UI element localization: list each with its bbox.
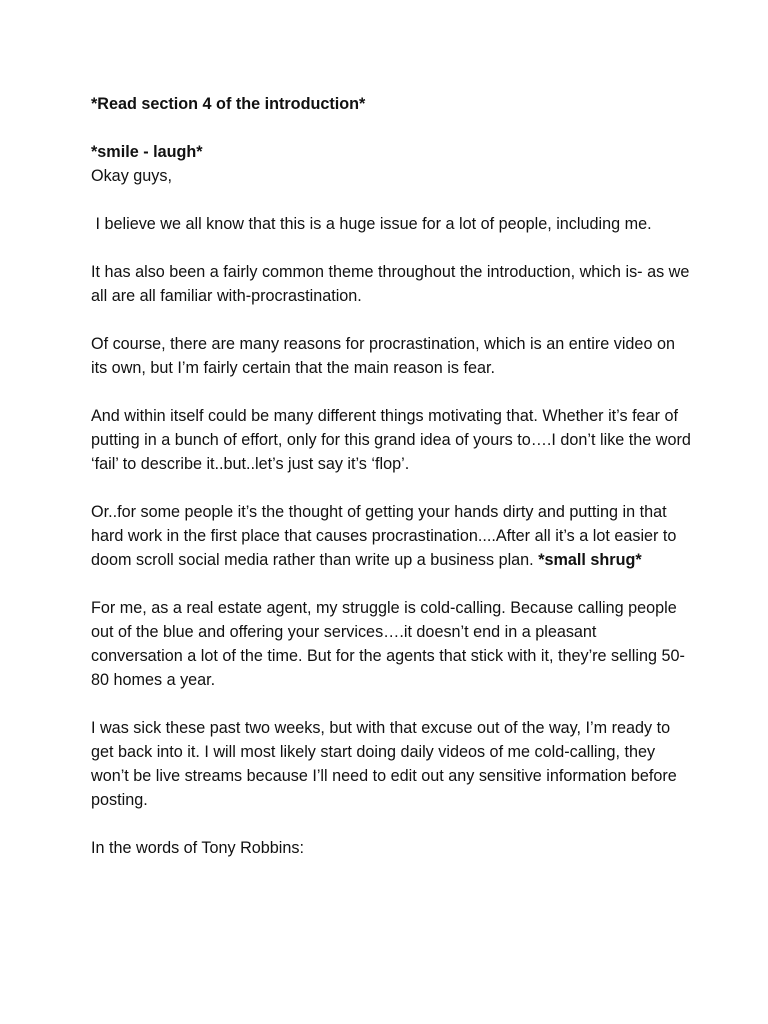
document-page xyxy=(91,92,691,884)
paragraph-4: And within itself could be many different things motivating that. Whether it’s fear of putting in a bunch of effort, only for this grand idea of yours to….I don’t like the word ‘fail’ to describe it..but..let’s just say it’s ‘flop’. xyxy=(91,407,691,473)
paragraph-6: For me, as a real estate agent, my struggle is cold-calling. Because calling people out of the blue and offering your services….it doesn’t end in a pleasant conversation a lot of the time. But for the agents that stick with it, they’re selling 50-80 homes a year. xyxy=(91,599,685,689)
greeting-line: Okay guys, xyxy=(91,167,172,185)
section-heading: *Read section 4 of the introduction* xyxy=(91,95,366,113)
paragraph-1: I believe we all know that this is a huge issue for a lot of people, including me. xyxy=(91,215,652,233)
paragraph-3: Of course, there are many reasons for procrastination, which is an entire video on its own, but I’m fairly certain that the main reason is fear. xyxy=(91,335,675,377)
stage-direction-smile: *smile - laugh* xyxy=(91,143,203,161)
stage-direction-shrug: *small shrug* xyxy=(538,551,642,569)
paragraph-8: In the words of Tony Robbins: xyxy=(91,839,304,857)
paragraph-5-text: Or..for some people it’s the thought of getting your hands dirty and putting in that hard work in the first place that causes procrastination....After all it’s a lot easier to doom scroll social media rather than write up a business plan. xyxy=(91,503,677,569)
paragraph-5 xyxy=(91,500,691,572)
paragraph-2: It has also been a fairly common theme throughout the introduction, which is- as we all are all familiar with-procrastination. xyxy=(91,263,690,305)
paragraph-7: I was sick these past two weeks, but with that excuse out of the way, I’m ready to get back into it. I will most likely start doing daily videos of me cold-calling, they won’t be live streams because I’ll need to edit out any sensitive information before posting. xyxy=(91,719,677,809)
